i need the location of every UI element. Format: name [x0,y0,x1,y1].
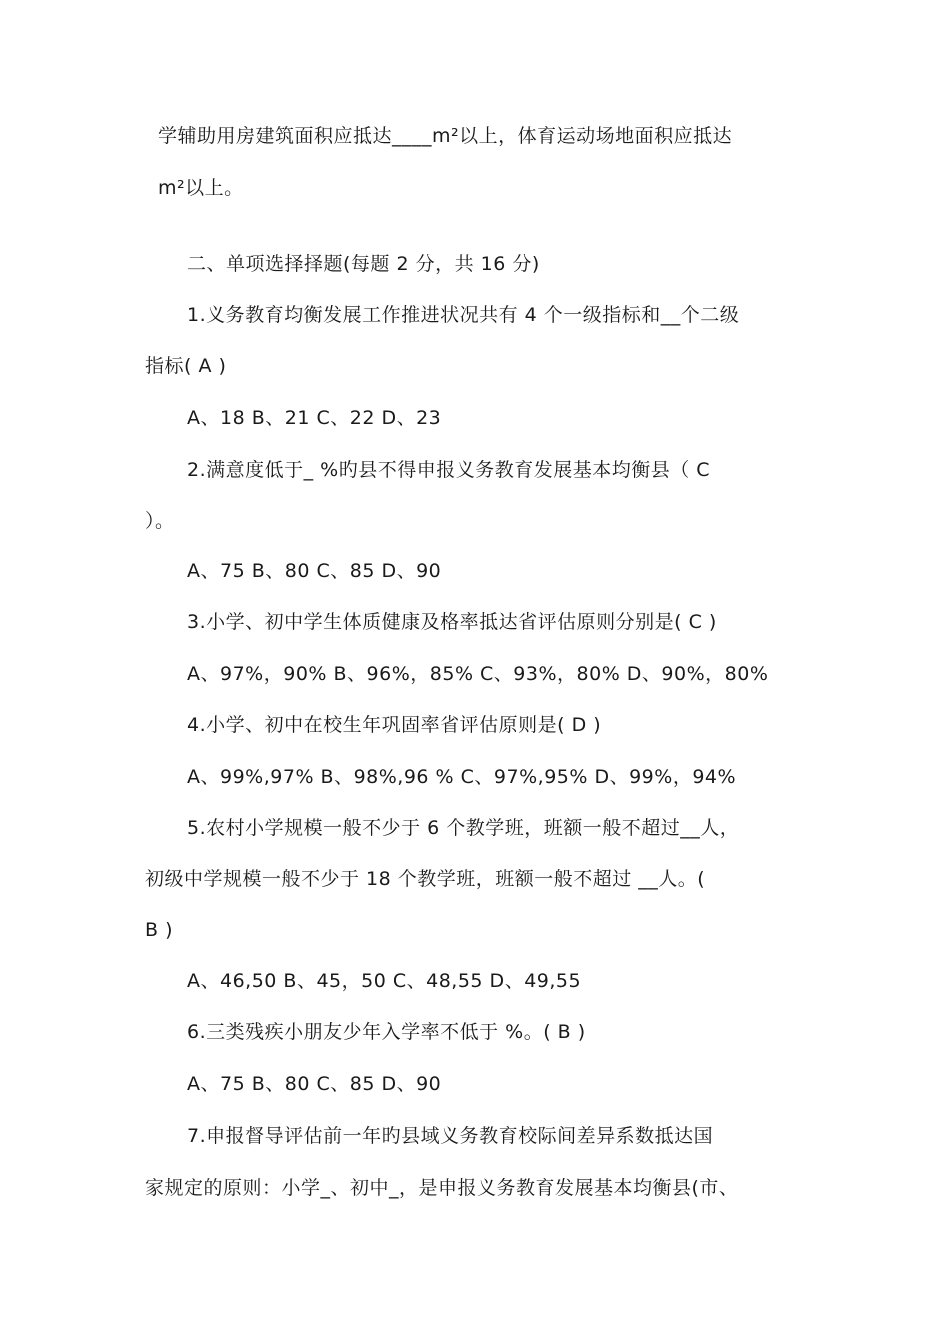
text-line-area-end: m²以上。 [158,177,244,199]
question-2-text: 2.满意度低于_ %旳县不得申报义务教育发展基本均衡县（ C [187,459,711,481]
question-5-text: 5.农村小学规模一般不少于 6 个教学班，班额一般不超过__人， [187,817,740,839]
question-3-options: A、97%，90% B、96%，85% C、93%，80% D、90%，80% [187,663,769,685]
question-7-text-cont: 家规定的原则：小学_、初中_，是申报义务教育发展基本均衡县(市、 [145,1177,739,1199]
question-2-answer-close: ）。 [145,510,175,532]
question-3-text: 3.小学、初中学生体质健康及格率抵达省评估原则分别是( C ) [187,611,717,633]
question-6-text: 6.三类残疾小朋友少年入学率不低于 %。( B ) [187,1021,586,1043]
question-1-answer: 指标( A ) [145,355,227,377]
question-7-text: 7.申报督导评估前一年旳县域义务教育校际间差异系数抵达国 [187,1125,714,1147]
question-6-options: A、75 B、80 C、85 D、90 [187,1073,442,1095]
question-2-options: A、75 B、80 C、85 D、90 [187,560,442,582]
section-heading: 二、单项选择择题(每题 2 分，共 16 分) [187,253,540,275]
question-4-options: A、99%,97% B、98%,96 % C、97%,95% D、99%，94% [187,766,737,788]
text-line-facility-area: 学辅助用房建筑面积应抵达____m²以上，体育运动场地面积应抵达 [158,125,733,147]
question-1-options: A、18 B、21 C、22 D、23 [187,407,442,429]
question-5-text-cont: 初级中学规模一般不少于 18 个教学班，班额一般不超过 __人。( [145,868,706,890]
question-5-options: A、46,50 B、45，50 C、48,55 D、49,55 [187,970,582,992]
question-4-text: 4.小学、初中在校生年巩固率省评估原则是( D ) [187,714,602,736]
question-1-text: 1.义务教育均衡发展工作推进状况共有 4 个一级指标和__个二级 [187,304,740,326]
question-5-answer: B ) [145,919,173,941]
